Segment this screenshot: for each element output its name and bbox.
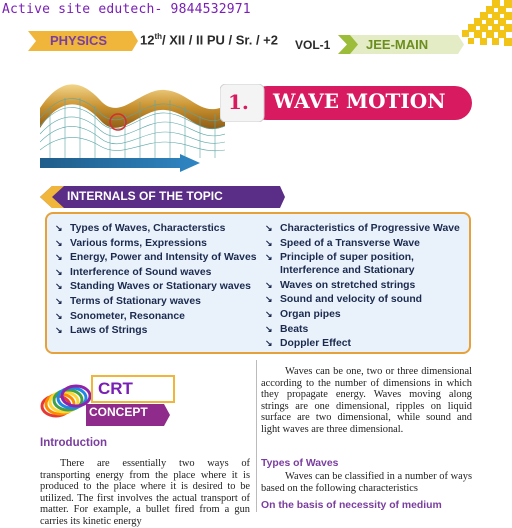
introduction-paragraph: There are essentially two ways of transporting energy from the place where it is produced to the place where it is desired to be utilized. The first involves the actual transport of matter. For example, a bullet fired from a gun carries its kinetic energy [40,458,250,527]
list-item: ↘ Principle of super position, Interference and Stationary [265,251,470,277]
list-item: ↘ Various forms, Expressions [55,237,260,250]
watermark-text: Active site edutech- 9844532971 [2,2,251,17]
list-item: ↘ Doppler Effect [265,337,470,350]
list-item: ↘ Characteristics of Progressive Wave [265,222,470,235]
list-item: ↘ Waves on stretched strings [265,279,470,292]
volume-label: VOL-1 [295,38,331,52]
class-label: 12th/ XII / II PU / Sr. / +2 [140,32,278,48]
list-item: ↘ Laws of Strings [55,324,260,337]
list-item: ↘ Sonometer, Resonance [55,310,260,323]
concept-label: CONCEPT [89,405,148,419]
wave-dimensions-paragraph: Waves can be one, two or three dimensional according to the number of dimensions in which they propagate energy. Waves moving along strings are one dimensional, ripples on liquid surface are two dimensional, while sound and light waves are three dimensional. [261,366,472,435]
chapter-title: WAVE MOTION [273,89,446,113]
column-divider [256,360,257,512]
list-item: ↘ Terms of Stationary waves [55,295,260,308]
list-item: ↘ Sound and velocity of sound [265,293,470,306]
subject-label: PHYSICS [50,33,108,48]
topics-box [45,212,471,354]
arrow-right-icon [40,154,200,172]
list-item: ↘ Beats [265,323,470,336]
introduction-heading: Introduction [40,437,108,449]
medium-basis-heading: On the basis of necessity of medium [261,500,442,511]
types-of-waves-heading: Types of Waves [261,458,339,469]
list-item: ↘ Interference of Sound waves [55,266,260,279]
types-of-waves-paragraph: Waves can be classified in a number of ways based on the following characteristics [261,471,472,494]
internals-heading: INTERNALS OF THE TOPIC [67,189,223,203]
list-item: ↘ Speed of a Transverse Wave [265,237,470,250]
exam-label: JEE-MAIN [366,37,429,52]
list-item: ↘ Energy, Power and Intensity of Waves [55,251,260,264]
list-item: ↘ Standing Waves or Stationary waves [55,280,260,293]
list-item: ↘ Organ pipes [265,308,470,321]
crt-label: CRT [98,379,133,398]
list-item: ↘ Types of Waves, Characterstics [55,222,260,235]
chapter-number: 1. [228,90,249,114]
topics-left-column [55,222,260,339]
wave-illustration [40,78,225,158]
topics-right-column [265,222,470,352]
